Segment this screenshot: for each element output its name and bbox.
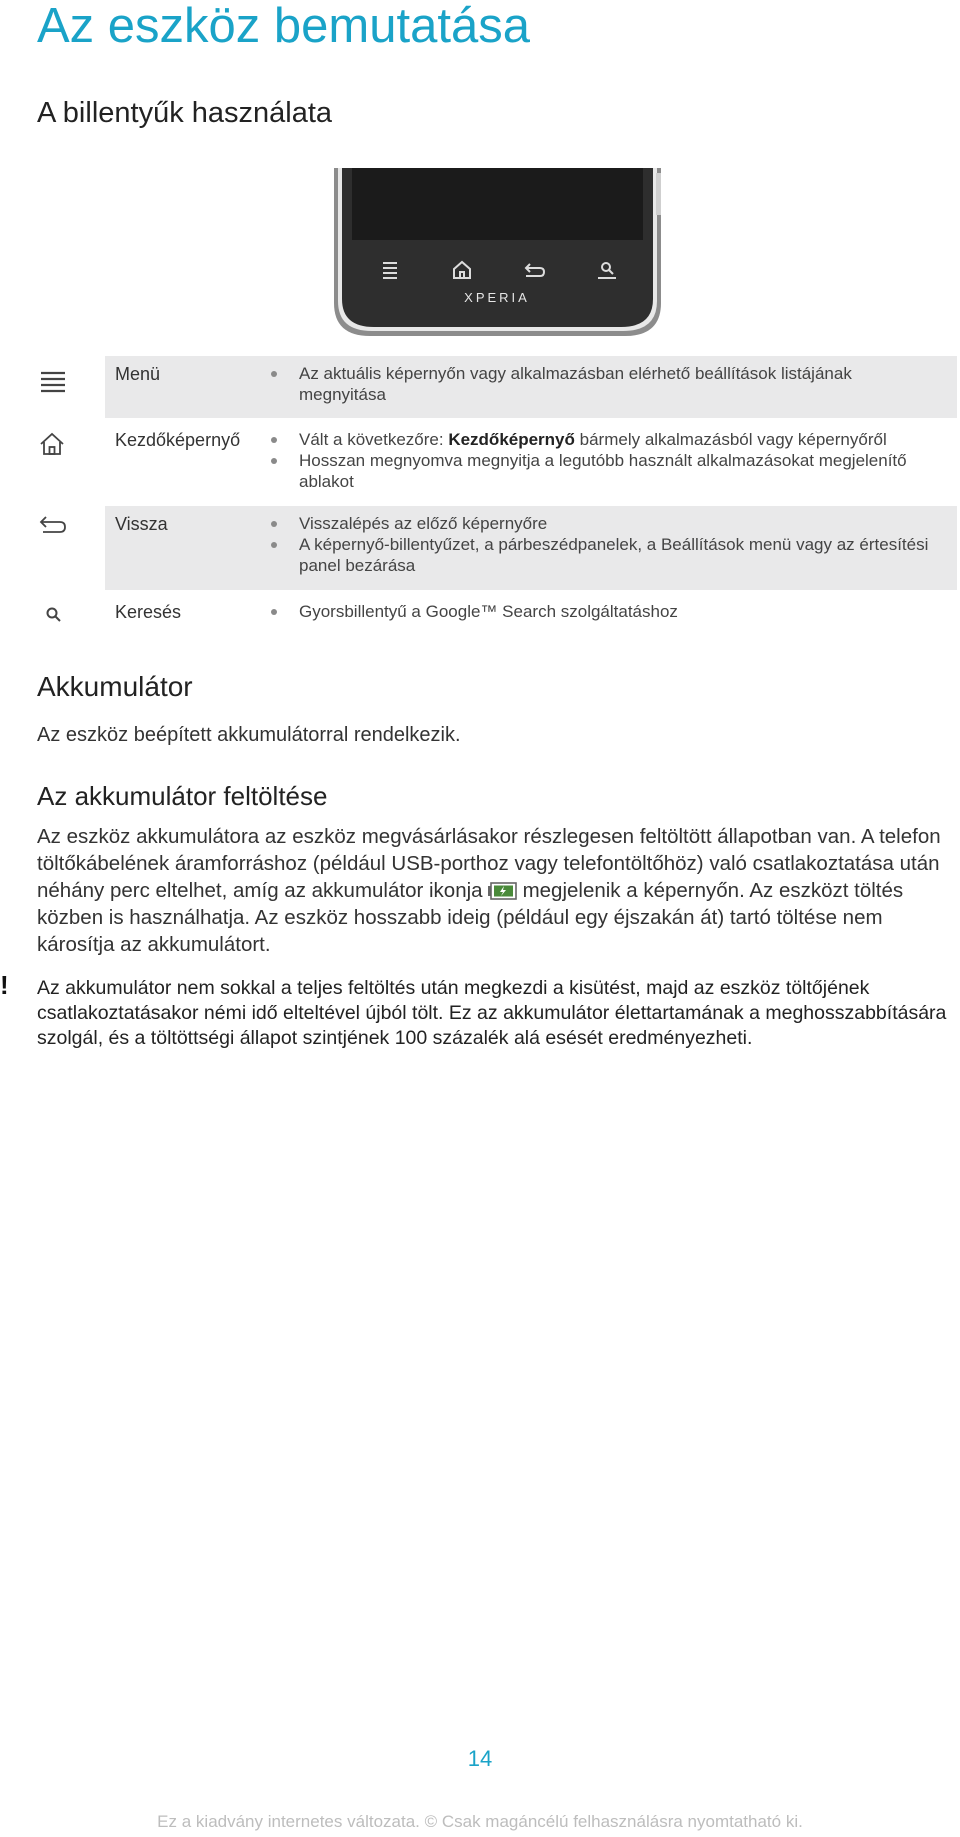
phone-illustration	[330, 168, 665, 338]
key-name: Vissza	[115, 514, 168, 534]
charging-text	[37, 823, 957, 958]
key-name: Keresés	[115, 602, 182, 622]
key-description	[267, 513, 957, 580]
key-bullet: Gyorsbillentyű a Google™ Search szolgáltatáshoz	[267, 601, 937, 622]
key-bullet: A képernyő-billentyűzet, a párbeszédpanelek, a Beállítások menü vagy az értesítési panel bezárása	[267, 534, 937, 576]
key-description	[267, 363, 957, 408]
search-icon	[37, 603, 67, 627]
keys-table	[37, 356, 957, 636]
menu-icon	[37, 370, 67, 396]
key-bullet-text: bármely alkalmazásból vagy képernyőről	[574, 430, 887, 449]
key-description	[267, 601, 957, 626]
battery-note: Az akkumulátor nem sokkal a teljes feltöltés után megkezdi a kisütést, majd az eszköz töltőjének csatlakoztatásakor némi idő elteltével újból tölt. Ez az akkumulátor élettartamának a meghosszabbítására szolgál, és a töltöttségi állapot szintjének 100 százalék alá esését eredményezheti.	[37, 977, 947, 1049]
key-description	[267, 429, 957, 496]
key-bullet: Visszalépés az előző képernyőre	[267, 513, 937, 534]
key-row-back	[37, 506, 957, 590]
key-bullet-bold-text: Kezdőképernyő	[448, 430, 575, 449]
charging-text-part2: megjelenik a képernyőn. Az eszközt töltés közben is használhatja. Az eszköz hosszabb ideig (például egy éjszakán át) tartó töltése nem károsítja az akkumulátort.	[37, 879, 904, 956]
key-bullet: Az aktuális képernyőn vagy alkalmazásban elérhető beállítások listájának megnyitása	[267, 363, 937, 405]
key-bullet-text: Vált a következőre:	[299, 430, 449, 449]
key-row-home	[37, 422, 957, 506]
footer-note: Ez a kiadvány internetes változata. © Csak magáncélú felhasználásra nyomtatható ki.	[157, 1812, 803, 1831]
key-bullet: Hosszan megnyomva megnyitja a legutóbb használt alkalmazásokat megjelenítő ablakot	[267, 450, 937, 492]
page-number: 14	[467, 1746, 493, 1771]
phone-brand: XPERIA	[464, 290, 530, 305]
key-row-search	[37, 594, 957, 636]
back-icon	[37, 514, 67, 540]
charging-heading: Az akkumulátor feltöltése	[37, 781, 328, 811]
key-name: Menü	[115, 364, 161, 384]
key-bullet	[267, 429, 937, 450]
key-name: Kezdőképernyő	[115, 430, 241, 450]
battery-intro: Az eszköz beépített akkumulátorral rendelkezik.	[37, 724, 461, 746]
key-row-menu	[37, 356, 957, 418]
battery-heading: Akkumulátor	[37, 671, 193, 702]
battery-charging-icon	[487, 882, 517, 900]
section-heading-keys: A billentyűk használata	[37, 97, 333, 129]
warning-icon: !	[0, 970, 9, 1000]
home-icon	[37, 430, 67, 458]
page-title: Az eszköz bemutatása	[37, 0, 530, 53]
charging-text-part1: Az eszköz akkumulátora az eszköz megvásárlásakor részlegesen feltöltött állapotban van. A telefon töltőkábelének áramforráshoz (például USB-porthoz vagy telefontöltőhöz) való csatlakoztatása után néhány perc eltelhet, amíg az akkumulátor ikonja	[37, 825, 941, 902]
